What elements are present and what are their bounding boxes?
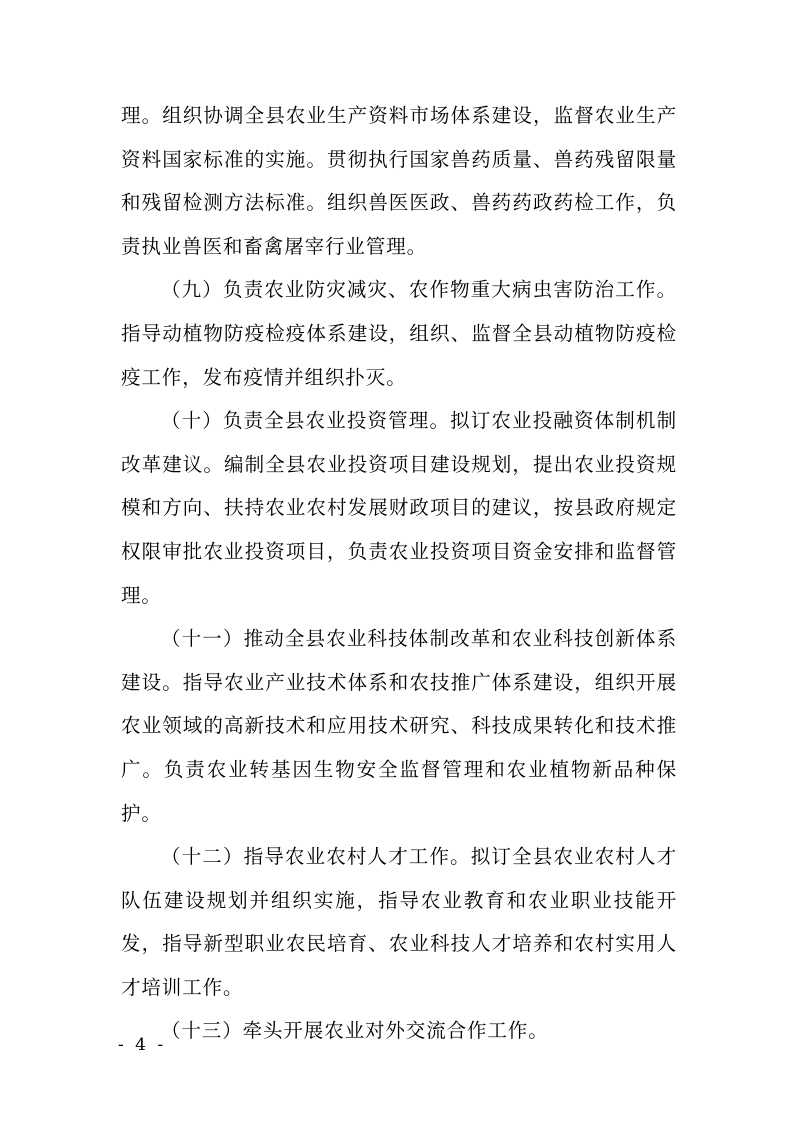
- paragraph-item-10: （十）负责全县农业投资管理。拟订农业投融资体制机制改革建议。编制全县农业投资项目建设规划，提出农业投资规模和方向、扶持农业农村发展财政项目的建议，按县政府规定权限审批农业投资项目，负责农业投资项目资金安排和监督管理。: [121, 409, 677, 607]
- paragraph-item-12: （十二）指导农业农村人才工作。拟订全县农业农村人才队伍建设规划并组织实施，指导农业教育和农业职业技能开发，指导新型职业农民培育、农业科技人才培养和农村实用人才培训工作。: [121, 845, 677, 999]
- document-body: [121, 94, 677, 1053]
- paragraph-item-13: （十三）牵头开展农业对外交流合作工作。: [161, 1019, 549, 1043]
- page-number: - 4 -: [118, 1035, 167, 1055]
- paragraph-item-9: （九）负责农业防灾减灾、农作物重大病虫害防治工作。指导动植物防疫检疫体系建设，组织、监督全县动植物防疫检疫工作，发布疫情并组织扑灭。: [121, 278, 677, 389]
- paragraph-item-11: （十一）推动全县农业科技体制改革和农业科技创新体系建设。指导农业产业技术体系和农技推广体系建设，组织开展农业领域的高新技术和应用技术研究、科技成果转化和技术推广。负责农业转基因生物安全监督管理和农业植物新品种保护。: [121, 627, 677, 825]
- paragraph-continuation: 理。组织协调全县农业生产资料市场体系建设，监督农业生产资料国家标准的实施。贯彻执行国家兽药质量、兽药残留限量和残留检测方法标准。组织兽医医政、兽药药政药检工作，负责执业兽医和畜禽屠宰行业管理。: [121, 104, 677, 258]
